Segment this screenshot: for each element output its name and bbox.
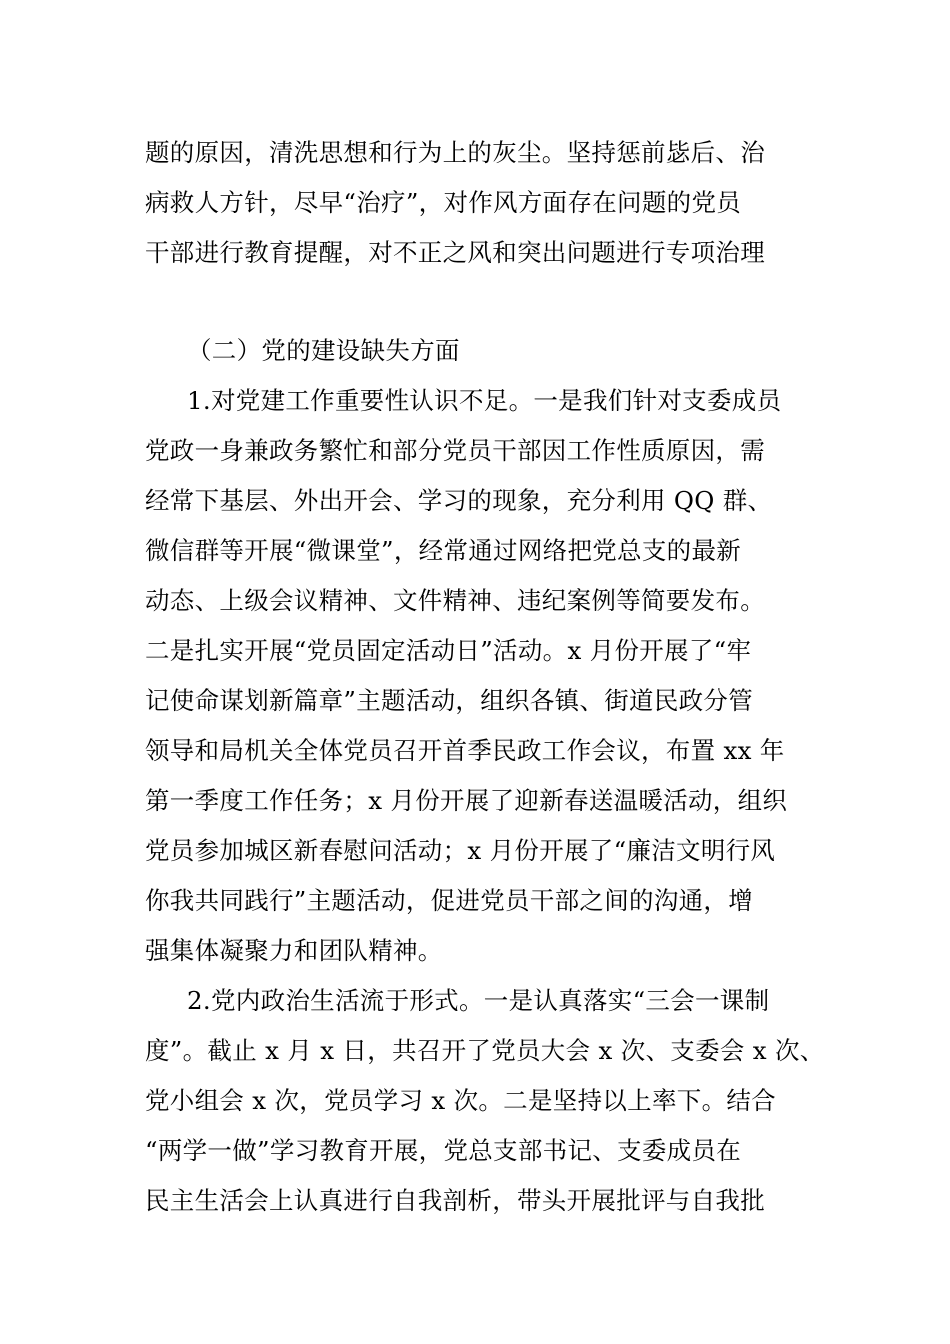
paragraph-line: “两学一做”学习教育开展，党总支部书记、支委成员在 [145,1136,742,1165]
paragraph-line: 党政一身兼政务繁忙和部分党员干部因工作性质原因，需 [145,436,765,465]
paragraph-line: 经常下基层、外出开会、学习的现象，充分利用 QQ 群、 [145,486,773,515]
paragraph-line: 1.对党建工作重要性认识不足。一是我们针对支委成员 [187,386,782,415]
paragraph-line: 2.党内政治生活流于形式。一是认真落实“三会一课制 [187,986,770,1015]
paragraph-line: 领导和局机关全体党员召开首季民政工作会议，布置 xx 年 [145,736,785,765]
paragraph-line: 第一季度工作任务；x 月份开展了迎新春送温暖活动，组织 [145,786,788,815]
intro-line: 干部进行教育提醒，对不正之风和突出问题进行专项治理 [145,238,765,267]
intro-line: 病救人方针，尽早“治疗”，对作风方面存在问题的党员 [145,188,742,217]
paragraph-line: 民主生活会上认真进行自我剖析，带头开展批评与自我批 [145,1186,765,1215]
paragraph-line: 强集体凝聚力和团队精神。 [145,936,443,965]
paragraph-line: 党员参加城区新春慰问活动；x 月份开展了“廉洁文明行风 [145,836,776,865]
paragraph-line: 动态、上级会议精神、文件精神、违纪案例等简要发布。 [145,586,765,615]
paragraph-line: 微信群等开展“微课堂”，经常通过网络把党总支的最新 [145,536,742,565]
intro-line: 题的原因，清洗思想和行为上的灰尘。坚持惩前毖后、治 [145,138,765,167]
paragraph-line: 度”。截止 x 月 x 日，共召开了党员大会 x 次、支委会 x 次、 [145,1036,825,1065]
paragraph-line: 你我共同践行”主题活动，促进党员干部之间的沟通，增 [145,886,754,915]
paragraph-line: 党小组会 x 次，党员学习 x 次。二是坚持以上率下。结合 [145,1086,776,1115]
section-heading: （二）党的建设缺失方面 [187,336,460,365]
paragraph-line: 记使命谋划新篇章”主题活动，组织各镇、街道民政分管 [145,686,754,715]
paragraph-line: 二是扎实开展“党员固定活动日”活动。x 月份开展了“牢 [145,636,752,665]
